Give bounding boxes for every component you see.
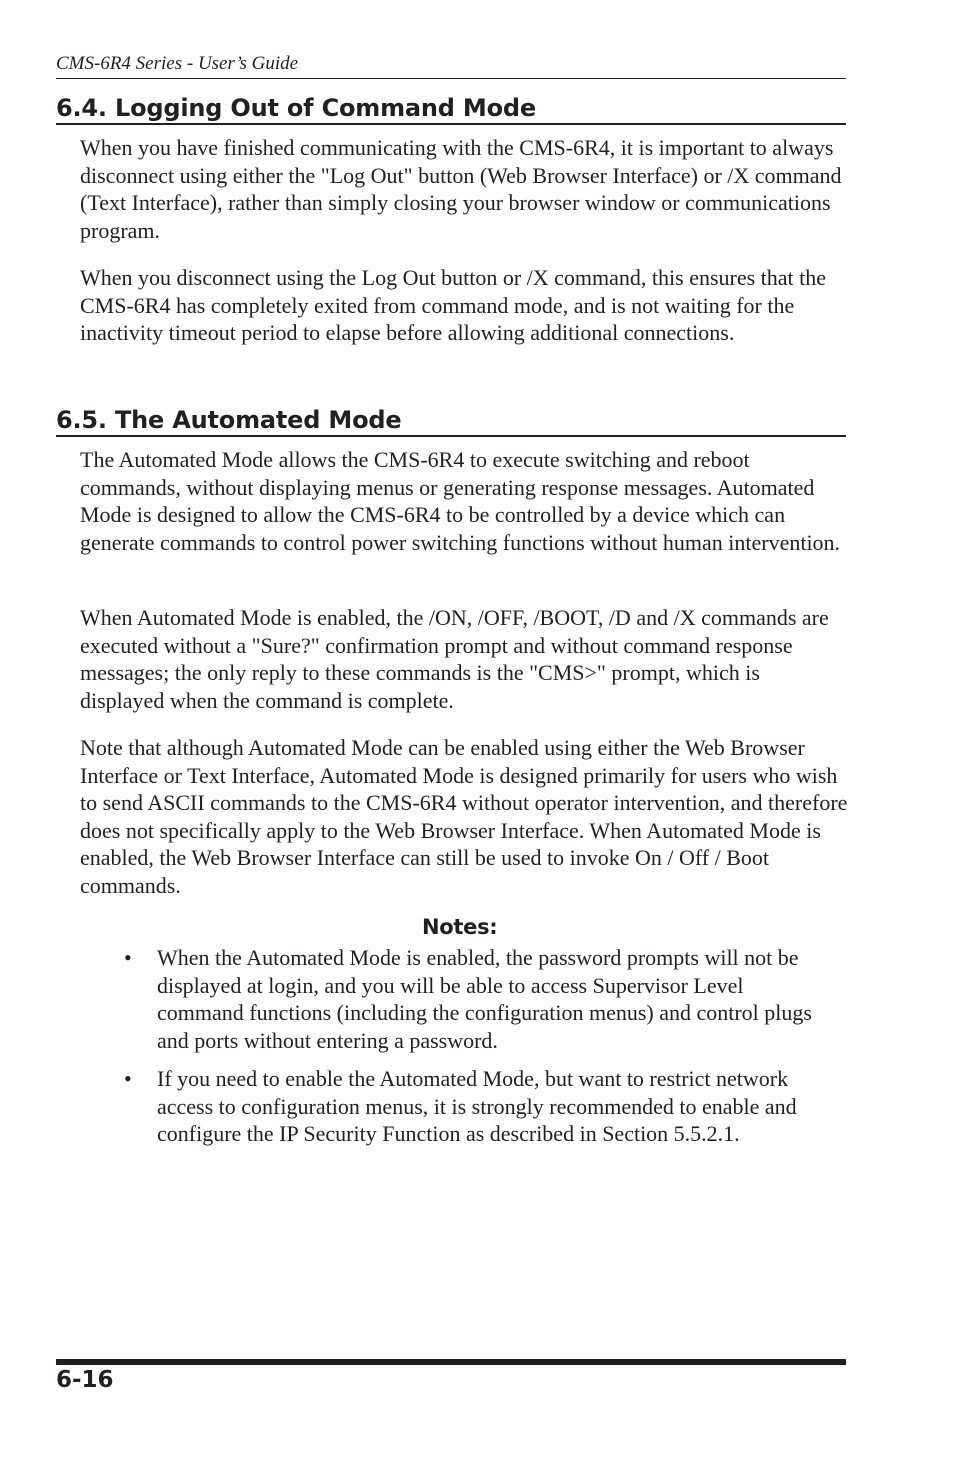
paragraph: When Automated Mode is enabled, the /ON, /OFF, /BOOT, /D and /X commands are executed without a "Sure?" confirmation prompt and without command response messages; the only reply to these commands is the "CMS>" prompt, which is displayed when the command is complete. bbox=[80, 605, 829, 713]
paragraph: When you disconnect using the Log Out button or /X command, this ensures that the CMS-6R4 has completely exited from command mode, and is not waiting for the inactivity timeout period to elapse before allowing additional connections. bbox=[80, 265, 827, 346]
notes-heading bbox=[422, 913, 497, 941]
footer-rule bbox=[56, 1359, 846, 1365]
note-text: If you need to enable the Automated Mode, but want to restrict network access to configuration menus, it is strongly recommended to enable and configure the IP Security Function as described in Section 5.5.2.1. bbox=[157, 1066, 797, 1147]
bullet-icon: • bbox=[124, 1066, 132, 1091]
bullet-icon: • bbox=[124, 945, 132, 970]
section-heading-6-5: 6.5. The Automated Mode bbox=[56, 405, 846, 437]
paragraph: When you have finished communicating with the CMS-6R4, it is important to always disconnect using either the "Log Out" button (Web Browser Interface) or /X command (Text Interface), rather than simply closing your browser window or communications program. bbox=[80, 135, 842, 243]
page-number: 6-16 bbox=[56, 1367, 114, 1393]
paragraph: Note that although Automated Mode can be enabled using either the Web Browser Interface or Text Interface, Automated Mode is designed primarily for users who wish to send ASCII commands to the CMS-6R4 without operator intervention, and therefore does not specifically apply to the Web Browser Interface. When Automated Mode is enabled, the Web Browser Interface can still be used to invoke On / Off / Boot commands. bbox=[80, 735, 848, 898]
note-text: When the Automated Mode is enabled, the password prompts will not be displayed at login, and you will be able to access Supervisor Level command functions (including the configuration menus) and control plugs and ports without entering a password. bbox=[157, 945, 812, 1053]
section-heading-6-4: 6.4. Logging Out of Command Mode bbox=[56, 93, 846, 125]
paragraph: The Automated Mode allows the CMS-6R4 to execute switching and reboot commands, without displaying menus or generating response messages. Automated Mode is designed to allow the CMS-6R4 to be controlled by a device which can generate commands to control power switching functions without human intervention. bbox=[80, 447, 841, 555]
notes-heading-colon: : bbox=[489, 915, 498, 939]
running-header: CMS-6R4 Series - User’s Guide bbox=[56, 52, 846, 79]
notes-heading-label: Notes bbox=[422, 915, 490, 939]
